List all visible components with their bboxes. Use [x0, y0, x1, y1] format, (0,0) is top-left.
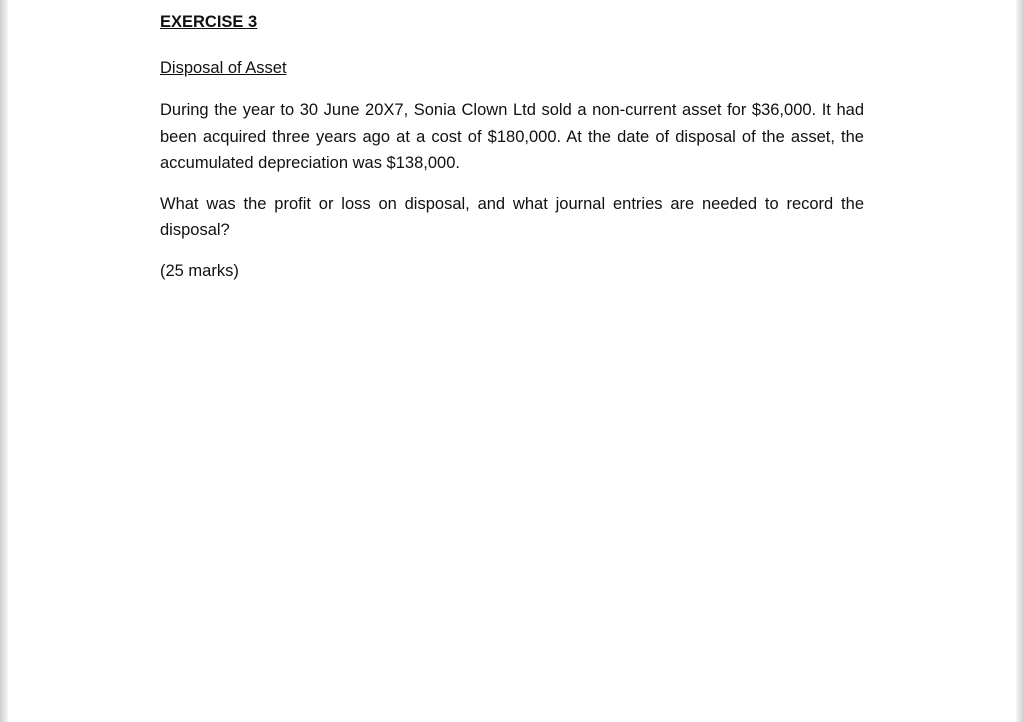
question-paragraph: During the year to 30 June 20X7, Sonia Clown Ltd sold a non-current asset for $36,000. It had been acquired three years ago at a cost of $180,000. At the date of disposal of the asset, the accumulated depreciation was $138,000.	[160, 101, 864, 172]
page-edge-right	[1016, 0, 1024, 722]
exercise-heading: EXERCISE 3	[160, 13, 258, 31]
marks-label: (25 marks)	[160, 261, 239, 280]
section-subheading: Disposal of Asset	[160, 59, 287, 77]
document-page	[8, 0, 1016, 722]
document-content	[160, 10, 864, 284]
question-prompt: What was the profit or loss on disposal, and what journal entries are needed to record the disposal?	[160, 194, 864, 239]
page-edge-left	[0, 0, 8, 722]
